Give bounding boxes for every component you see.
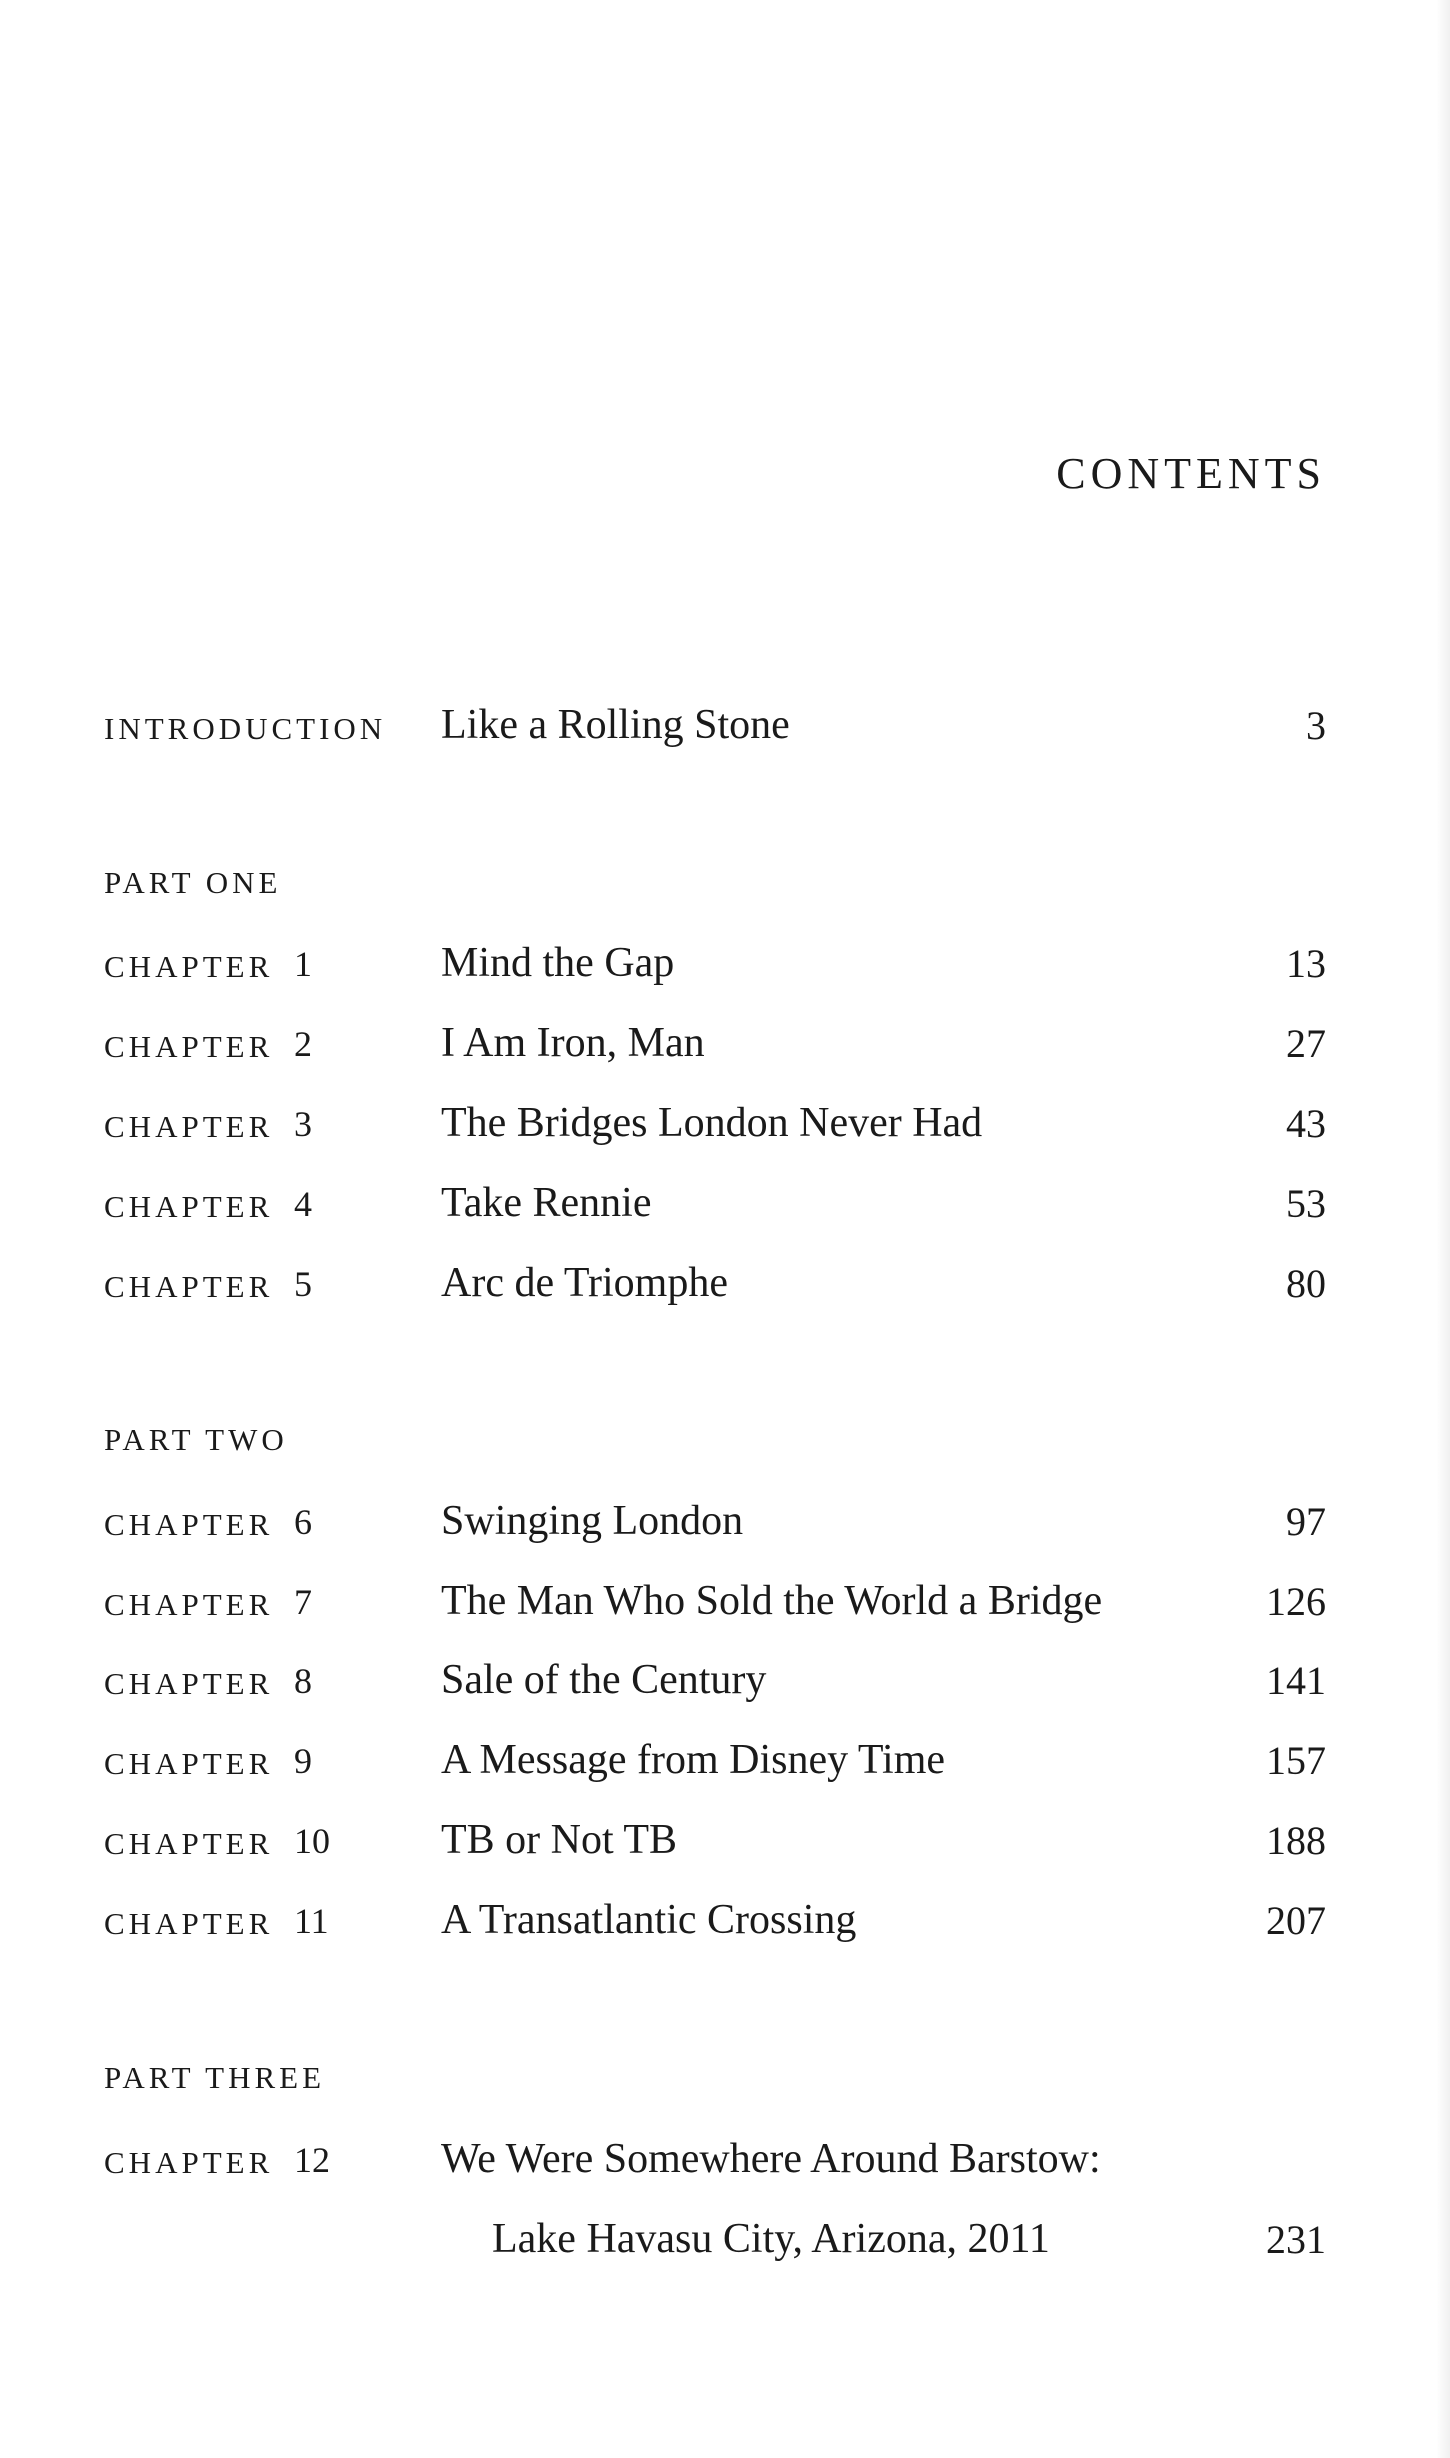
entry-page-number: 3 [1306, 703, 1326, 748]
chapter-label: CHAPTER 11 [104, 1901, 329, 1941]
part-one-label: PART ONE [104, 865, 282, 900]
entry-title: Like a Rolling Stone [441, 702, 790, 748]
chapter-label: CHAPTER 12 [104, 2140, 330, 2180]
entry-page-number: 97 [1286, 1499, 1326, 1544]
toc-entry-chapter-12-continued[interactable] [104, 2204, 1326, 2264]
entry-page-number: 207 [1266, 1898, 1326, 1943]
toc-entry-chapter-8[interactable] [104, 1645, 1326, 1705]
toc-entry-chapter-10[interactable] [104, 1805, 1326, 1865]
chapter-number: 9 [294, 1741, 312, 1781]
entry-title: Swinging London [441, 1498, 744, 1544]
entry-title: Mind the Gap [441, 940, 675, 986]
chapter-number: 12 [294, 2140, 330, 2180]
toc-entry-chapter-11[interactable] [104, 1885, 1326, 1945]
entry-title: We Were Somewhere Around Barstow: [441, 2136, 1101, 2182]
entry-title: The Bridges London Never Had [441, 1100, 983, 1146]
entry-page-number: 231 [1266, 2217, 1326, 2262]
entry-title: A Transatlantic Crossing [441, 1897, 857, 1943]
entry-title: TB or Not TB [441, 1817, 678, 1863]
entry-title: A Message from Disney Time [441, 1737, 945, 1783]
chapter-label: CHAPTER 6 [104, 1502, 312, 1542]
chapter-number: 10 [294, 1821, 330, 1861]
entry-page-number: 53 [1286, 1181, 1326, 1226]
entry-page-number: 27 [1286, 1021, 1326, 1066]
toc-entry-chapter-1[interactable] [104, 928, 1326, 988]
part-two-label: PART TWO [104, 1422, 288, 1457]
entry-page-number: 141 [1266, 1658, 1326, 1703]
page-edge-shadow [1436, 0, 1450, 2458]
chapter-number: 7 [294, 1582, 312, 1622]
entry-page-number: 80 [1286, 1261, 1326, 1306]
toc-entry-chapter-5[interactable] [104, 1248, 1326, 1308]
toc-entry-chapter-9[interactable] [104, 1725, 1326, 1785]
chapter-label: CHAPTER 8 [104, 1661, 312, 1701]
chapter-label: CHAPTER 1 [104, 944, 312, 984]
entry-page-number: 188 [1266, 1818, 1326, 1863]
toc-entry-chapter-4[interactable] [104, 1168, 1326, 1228]
toc-entry-chapter-3[interactable] [104, 1088, 1326, 1148]
toc-entry-chapter-6[interactable] [104, 1486, 1326, 1546]
chapter-label: CHAPTER 5 [104, 1264, 312, 1304]
chapter-label: CHAPTER 9 [104, 1741, 312, 1781]
chapter-number: 2 [294, 1024, 312, 1064]
chapter-number: 8 [294, 1661, 312, 1701]
toc-entry-chapter-7[interactable] [104, 1566, 1326, 1626]
page-title: CONTENTS [1056, 449, 1326, 498]
chapter-number: 4 [294, 1184, 312, 1224]
chapter-number: 5 [294, 1264, 312, 1304]
chapter-label: CHAPTER 3 [104, 1104, 312, 1144]
entry-title: Sale of the Century [441, 1657, 767, 1703]
toc-entry-chapter-12[interactable] [104, 2124, 1326, 2184]
entry-title: Arc de Triomphe [441, 1260, 728, 1306]
chapter-number: 11 [294, 1901, 329, 1941]
chapter-label: CHAPTER 2 [104, 1024, 312, 1064]
chapter-label: CHAPTER 7 [104, 1582, 312, 1622]
entry-title: Take Rennie [441, 1180, 652, 1226]
entry-title: I Am Iron, Man [441, 1020, 705, 1066]
entry-page-number: 157 [1266, 1738, 1326, 1783]
toc-entry-introduction[interactable] [104, 690, 1326, 750]
part-three-label: PART THREE [104, 2060, 326, 2095]
entry-page-number: 43 [1286, 1101, 1326, 1146]
entry-page-number: 13 [1286, 941, 1326, 986]
entry-page-number: 126 [1266, 1579, 1326, 1624]
chapter-label: CHAPTER 10 [104, 1821, 330, 1861]
entry-title: The Man Who Sold the World a Bridge [441, 1578, 1103, 1624]
entry-title-line-2: Lake Havasu City, Arizona, 2011 [492, 2216, 1050, 2262]
introduction-label: INTRODUCTION [104, 711, 387, 746]
chapter-label: CHAPTER 4 [104, 1184, 312, 1224]
toc-entry-chapter-2[interactable] [104, 1008, 1326, 1068]
chapter-number: 1 [294, 944, 312, 984]
chapter-number: 3 [294, 1104, 312, 1144]
chapter-number: 6 [294, 1502, 312, 1542]
